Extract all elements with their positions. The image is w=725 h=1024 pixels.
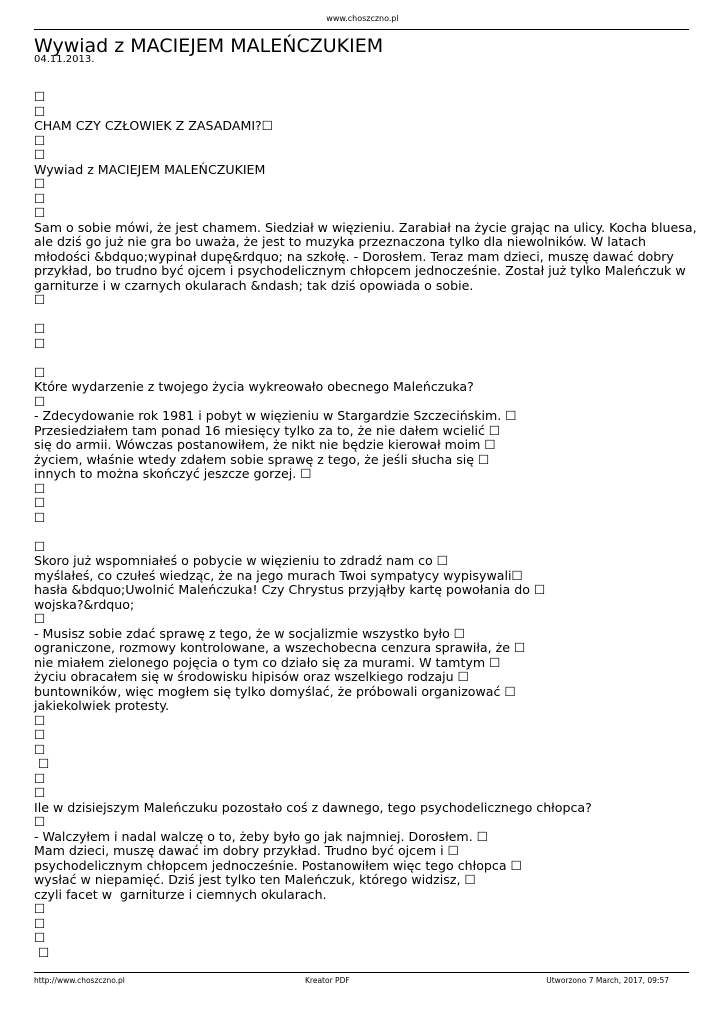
article-line — [34, 525, 694, 540]
article-line: życiu obracałem się w środowisku hipisów oraz wszelkiego rodzaju ☐ — [34, 669, 469, 684]
article-date: 04.11.2013. — [34, 54, 95, 65]
article-line: wysłać w niepamięć. Dziś jest tylko ten Maleńczuk, którego widzisz, ☐ — [34, 872, 476, 887]
article-body — [34, 89, 697, 960]
article-line: ☐ — [34, 321, 46, 336]
article-line: ☐ — [34, 190, 46, 206]
article-line: Skoro już wspomniałeś o pobycie w więzieniu to zdradź nam co ☐ — [34, 553, 449, 568]
article-line: ☐ — [34, 103, 46, 119]
article-line: ☐ — [34, 509, 46, 525]
article-line: innych to można skończyć jeszcze gorzej. ☐ — [34, 466, 312, 481]
article-line: życiem, właśnie wtedy zdałem sobie sprawę z tego, że jeśli słucha się ☐ — [34, 451, 490, 467]
article-line: ☐ — [34, 335, 46, 351]
article-line: ☐ — [34, 770, 46, 786]
article-line: ☐ — [34, 538, 46, 554]
article-line: Mam dzieci, muszę dawać im dobry przykład. Trudno być ojcem i ☐ — [34, 843, 459, 858]
article-line: ☐ — [34, 480, 46, 496]
article-line: - Zdecydowanie rok 1981 i pobyt w więzieniu w Stargardzie Szczecińskim. ☐ — [34, 408, 517, 423]
article-line: ☐ — [34, 814, 46, 829]
article-line: się do armii. Wówczas postanowiłem, że nikt nie będzie kierował moim ☐ — [34, 437, 496, 452]
article-line: ☐ — [34, 727, 46, 742]
article-line: ☐ — [34, 741, 46, 757]
article-line: CHAM CZY CZŁOWIEK Z ZASADAMI?☐ — [34, 118, 274, 133]
article-line: ☐ — [34, 147, 46, 162]
article-line: ☐ — [34, 495, 46, 510]
article-line: ale dziś go już nie gra bo uważa, że jest to muzyka przeznaczona tylko dla niewolników. W latach — [34, 234, 647, 249]
article-line: Ile w dzisiejszym Maleńczuku pozostało coś z dawnego, tego psychodelicznego chłopca? — [34, 799, 592, 815]
article-line: ograniczone, rozmowy kontrolowane, a wszechobecna cenzura sprawiła, że ☐ — [34, 640, 526, 655]
article-line: - Walczyłem i nadal walczę o to, żeby było go jak najmniej. Dorosłem. ☐ — [34, 828, 488, 844]
footer-divider — [34, 972, 689, 973]
article-title: Wywiad z MACIEJEM MALEŃCZUKIEM — [34, 35, 384, 57]
header-site-url: www.choszczno.pl — [326, 14, 399, 23]
article-line: ☐ — [34, 89, 46, 104]
article-line: młodości &bdquo;wypinał dupę&rdquo; na szkołę. - Dorosłem. Teraz mam dzieci, muszę dawać dobry — [34, 248, 674, 264]
article-line — [34, 351, 694, 366]
article-line: Które wydarzenie z twojego życia wykreowało obecnego Maleńczuka? — [34, 379, 474, 394]
article-line: - Musisz sobie zdać sprawę z tego, że w socjalizmie wszystko było ☐ — [34, 625, 466, 641]
article-line: ☐ — [34, 712, 46, 728]
article-line: ☐ — [34, 944, 50, 960]
article-line: garniturze i w czarnych okularach &ndash; tak dziś opowiada o sobie. — [34, 277, 474, 293]
article-line: ☐ — [34, 611, 46, 626]
article-line: czyli facet w garniturze i ciemnych okularach. — [34, 886, 327, 902]
article-line: ☐ — [34, 393, 46, 409]
article-line: ☐ — [34, 132, 46, 148]
footer-generator: Kreator PDF — [305, 976, 350, 985]
article-line: jakiekolwiek protesty. — [34, 698, 170, 713]
article-line — [34, 308, 694, 323]
article-line: Wywiad z MACIEJEM MALEŃCZUKIEM — [34, 161, 266, 177]
footer-url: http://www.choszczno.pl — [34, 976, 125, 985]
article-line: ☐ — [34, 364, 46, 380]
article-line: ☐ — [34, 292, 46, 307]
article-line: nie miałem zielonego pojęcia o tym co działo się za murami. W tamtym ☐ — [34, 654, 501, 670]
article-line: hasła &bdquo;Uwolnić Maleńczuka! Czy Chrystus przyjąłby kartę powołania do ☐ — [34, 582, 546, 597]
article-line: myślałeś, co czułeś wiedząc, że na jego murach Twoi sympatycy wypisywali☐ — [34, 567, 523, 583]
article-line: psychodelicznym chłopcem jednocześnie. Postanowiłem więc tego chłopca ☐ — [34, 857, 522, 873]
header-divider — [34, 29, 689, 30]
article-line: Przesiedziałem tam ponad 16 miesięcy tylko za to, że nie dałem wcielić ☐ — [34, 422, 501, 438]
article-line: buntowników, więc mogłem się tylko domyślać, że próbowali organizować ☐ — [34, 683, 516, 699]
article-line: ☐ — [34, 176, 46, 191]
article-line: ☐ — [34, 915, 46, 931]
article-line: ☐ — [34, 930, 46, 945]
article-line: ☐ — [34, 901, 46, 916]
article-line: przykład, bo trudno być ojcem i psychodelicznym chłopcem jednocześnie. Został już tylko Maleńczuk w — [34, 263, 686, 278]
article-line: ☐ — [34, 756, 50, 771]
footer-created: Utworzono 7 March, 2017, 09:57 — [546, 976, 669, 985]
article-line: Sam o sobie mówi, że jest chamem. Siedział w więzieniu. Zarabiał na życie grając na ulicy. Kocha bluesa, — [34, 219, 697, 235]
article-line: ☐ — [34, 205, 46, 220]
article-line: wojska?&rdquo; — [34, 596, 135, 612]
article-line: ☐ — [34, 785, 46, 800]
